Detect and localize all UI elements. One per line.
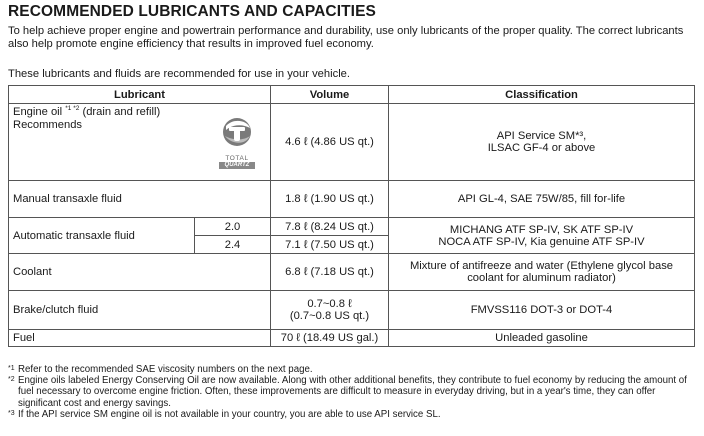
total-logo-icon [217,114,257,150]
table-row-automatic-transaxle [9,218,695,236]
engine-oil-cell [9,104,271,181]
table-row-engine-oil [9,104,695,181]
table-lead-text: These lubricants and fluids are recommended for use in your vehicle. [8,68,351,80]
brake-clutch-classification: FMVSS116 DOT-3 or DOT-4 [389,291,695,330]
fuel-name: Fuel [9,330,271,347]
manual-transaxle-classification: API GL-4, SAE 75W/85, fill for-life [389,181,695,218]
manual-transaxle-name: Manual transaxle fluid [9,181,271,218]
footnote-text: Refer to the recommended SAE viscosity numbers on the next page. [18,364,313,375]
engine-oil-suffix: (drain and refill) [82,106,161,118]
coolant-class-line1: Mixture of antifreeze and water (Ethylene glycol base [409,260,674,272]
footnote-mark: *1 [8,365,15,372]
table-header-row [9,86,695,104]
intro-paragraph: To help achieve proper engine and powertrain performance and durability, use only lubricants of the proper quality. The correct lubricants also help promote engine efficiency that results in improved fuel economy. [8,25,684,50]
logo-brand-text: TOTAL [225,155,249,162]
logo-product-text: QUARTZ [219,162,255,169]
engine-oil-class-line2: ILSAC GF-4 or above [487,142,596,154]
page-title: RECOMMENDED LUBRICANTS AND CAPACITIES [8,3,376,20]
automatic-volume-2-0: 7.8 ℓ (8.24 US qt.) [271,218,389,236]
automatic-transaxle-classification [389,218,695,254]
fuel-volume: 70 ℓ (18.49 US gal.) [271,330,389,347]
brake-volume-line2: (0.7~0.8 US qt.) [289,310,370,322]
engine-oil-class-line1: API Service SM*³, [496,130,587,142]
header-lubricant: Lubricant [9,86,271,104]
coolant-class-line2: coolant for aluminum radiator) [467,272,616,284]
automatic-engine-2-0: 2.0 [195,218,271,236]
brake-volume-line1: 0.7~0.8 ℓ [307,298,352,310]
lubricants-table [8,85,695,347]
header-classification: Classification [389,86,695,104]
coolant-name: Coolant [9,254,271,291]
header-volume: Volume [271,86,389,104]
brake-clutch-volume [271,291,389,330]
automatic-class-line1: MICHANG ATF SP-IV, SK ATF SP-IV [449,223,634,236]
engine-oil-classification [389,104,695,181]
engine-oil-volume: 4.6 ℓ (4.86 US qt.) [271,104,389,181]
footnote [8,409,698,420]
table-row-coolant [9,254,695,291]
engine-oil-name: Engine oil [13,106,63,118]
fuel-classification: Unleaded gasoline [389,330,695,347]
automatic-engine-2-4: 2.4 [195,236,271,254]
engine-oil-footnote-marks: *1 *2 [65,105,80,112]
footnote-text: If the API service SM engine oil is not available in your country, you are able to use API service SL. [18,408,441,420]
footnote-mark: *3 [8,409,15,417]
footnote [8,364,698,375]
manual-transaxle-volume: 1.8 ℓ (1.90 US qt.) [271,181,389,218]
coolant-volume: 6.8 ℓ (7.18 US qt.) [271,254,389,291]
brake-clutch-name: Brake/clutch fluid [9,291,271,330]
footnote [8,375,698,409]
table-row-fuel [9,330,695,347]
coolant-classification [389,254,695,291]
table-row-manual-transaxle [9,181,695,218]
automatic-transaxle-name: Automatic transaxle fluid [9,218,195,254]
table-row-brake-clutch [9,291,695,330]
automatic-class-line2: NOCA ATF SP-IV, Kia genuine ATF SP-IV [438,235,645,248]
total-quartz-logo [217,114,257,172]
engine-oil-recommends: Recommends [13,119,83,131]
automatic-volume-2-4: 7.1 ℓ (7.50 US qt.) [271,236,389,254]
footnotes [8,364,698,420]
footnote-mark: *2 [8,376,15,384]
footnote-text: Engine oils labeled Energy Conserving Oil are now available. Along with other additional benefits, they contribute to fuel economy by reducing the amount of fuel necessary to overcome engine friction. Often, these improvements are difficult to measure in everyday driving, but in a year's time, they can offer significant cost and energy savings. [18,375,687,409]
